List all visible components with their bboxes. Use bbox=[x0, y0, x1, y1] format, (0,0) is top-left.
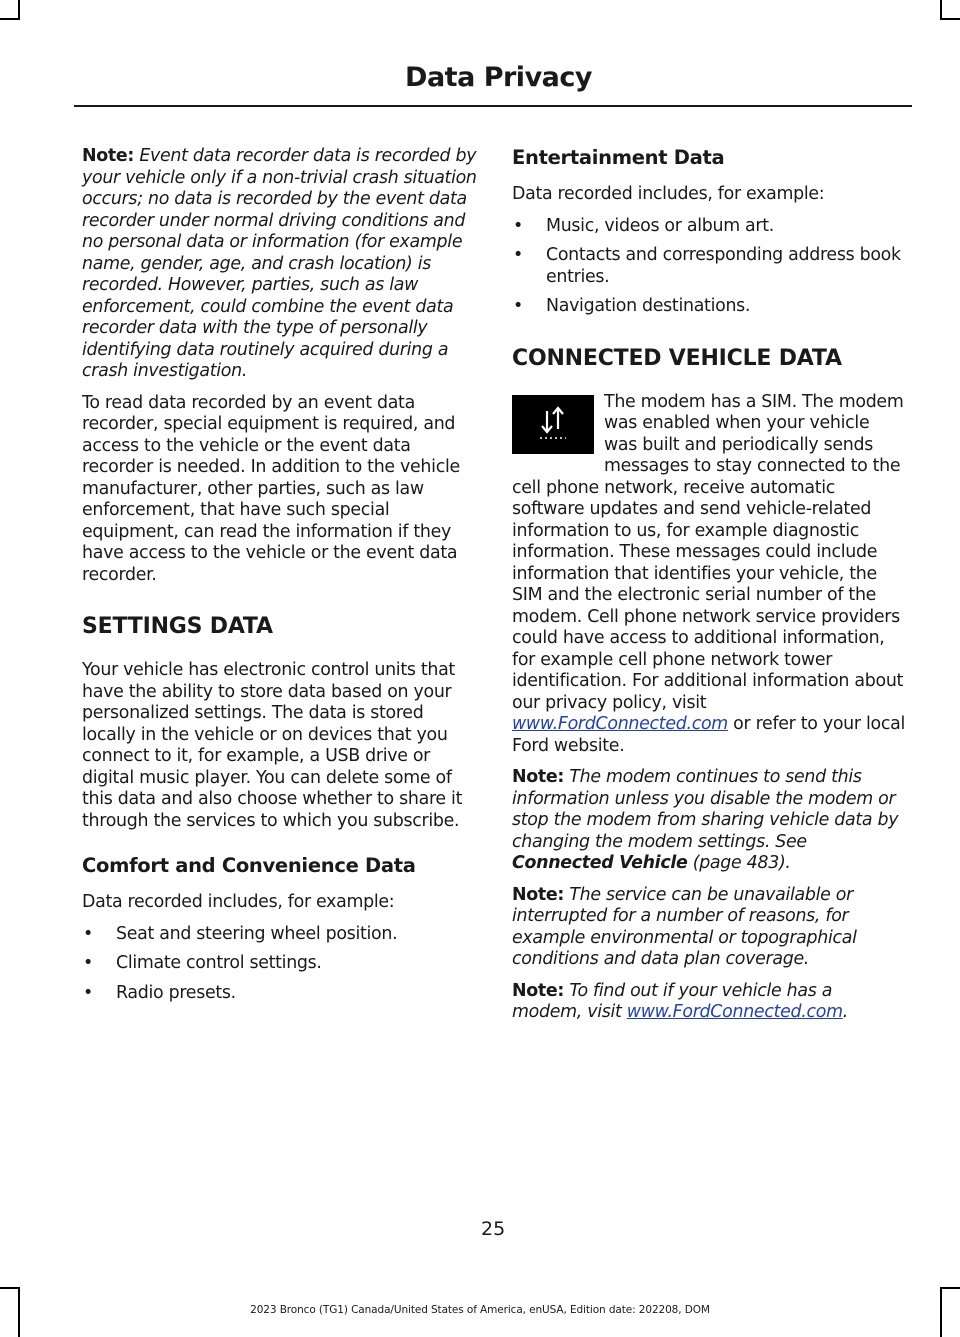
note-text: Event data recorder data is recorded by your vehicle only if a non-trivial crash situation occurs; no data is recorded by the event data recorder under normal driving conditions and no personal data or information (for example name, gender, age, and crash location) is recorded. However, parties, such as law enforcement, could combine the event data recorder data with the type of personally identifying data routinely acquired during a crash investigation. bbox=[82, 146, 477, 381]
connected-section bbox=[512, 392, 907, 758]
connected-text-a: The modem has a SIM. The modem was enabled when your vehicle was built and periodically sends messages to stay connected to the cell phone network, receive automatic software updates and send vehicle-related information to us, for example diagnostic information. These messages could include information that identifies your vehicle, the SIM and the electronic serial number of the modem. Cell phone network service providers could have access to additional information, for example cell phone network tower identification. For additional information about our privacy policy, visit bbox=[512, 391, 904, 713]
crop-mark bbox=[940, 18, 960, 20]
list-item-text: Music, videos or album art. bbox=[546, 215, 775, 236]
heading-entertainment-data: Entertainment Data bbox=[512, 146, 725, 169]
comfort-list bbox=[82, 924, 477, 1005]
list-item-text: Climate control settings. bbox=[116, 953, 322, 973]
crop-mark bbox=[940, 0, 942, 20]
connected-text-b: or refer to your local Ford website. bbox=[512, 714, 905, 756]
entertainment-list bbox=[512, 216, 907, 318]
note-text: The service can be unavailable or interrupted for a number of reasons, for example environmental or topographical conditions and data plan coverage. bbox=[512, 884, 857, 969]
note-text: To find out if your vehicle has a modem, visit bbox=[512, 980, 833, 1022]
paragraph-comfort-intro: Data recorded includes, for example: bbox=[82, 892, 395, 912]
paragraph-settings: Your vehicle has electronic control units that have the ability to store data based on your personalized settings. The data is stored locally in the vehicle or on devices that you connect to it, for example, a USB drive or digital music player. You can delete some of this data and also choose whether to share it through the services to which you subscribe. bbox=[82, 660, 463, 831]
header-rule bbox=[74, 105, 912, 107]
heading-connected-vehicle-data: CONNECTED VEHICLE DATA bbox=[512, 345, 842, 371]
bullet: • bbox=[83, 923, 93, 944]
heading-settings-data: SETTINGS DATA bbox=[82, 614, 273, 639]
note-service-unavailable bbox=[512, 885, 907, 971]
list-item bbox=[512, 245, 907, 288]
bullet: • bbox=[83, 953, 93, 973]
note-label: Note: bbox=[512, 980, 565, 1001]
note-text: The modem continues to send this information unless you disable the modem or stop the modem from sharing vehicle data by changing the modem settings. See bbox=[512, 767, 899, 852]
crop-mark bbox=[0, 1287, 20, 1289]
ford-connected-link[interactable]: www.FordConnected.com bbox=[512, 714, 728, 734]
list-item-text: Contacts and corresponding address book entries. bbox=[546, 245, 901, 287]
modem-arrows-icon bbox=[538, 405, 568, 443]
note-find-modem bbox=[512, 981, 907, 1024]
bullet: • bbox=[513, 296, 523, 316]
heading-comfort-data: Comfort and Convenience Data bbox=[82, 854, 416, 877]
list-item bbox=[512, 296, 907, 318]
modem-signal-icon bbox=[512, 395, 594, 454]
left-column bbox=[82, 146, 477, 1012]
note-label: Note: bbox=[512, 767, 565, 787]
bullet: • bbox=[513, 215, 523, 236]
note-modem-continues bbox=[512, 767, 907, 875]
list-item-text: Radio presets. bbox=[116, 982, 236, 1003]
note-event-data bbox=[82, 146, 477, 383]
crop-mark bbox=[940, 1287, 960, 1289]
connected-vehicle-reference[interactable]: Connected Vehicle bbox=[512, 853, 688, 873]
paragraph-entertainment-intro: Data recorded includes, for example: bbox=[512, 184, 825, 204]
list-item-text: Seat and steering wheel position. bbox=[116, 923, 398, 944]
list-item bbox=[512, 216, 907, 238]
paragraph-event-recorder: To read data recorded by an event data recorder, special equipment is required, and access to the vehicle or the event data recorder is needed. In addition to the vehicle manufacturer, other parties, such as law enforcement, that have such special equipment, can read the information if they have access to the vehicle or the event data recorder. bbox=[82, 392, 460, 585]
right-column bbox=[512, 146, 907, 1034]
ford-connected-link[interactable]: www.FordConnected.com bbox=[626, 1002, 843, 1022]
note-label: Note: bbox=[512, 884, 565, 905]
page-title: Data Privacy bbox=[405, 62, 592, 93]
list-item bbox=[82, 953, 477, 975]
page-number: 25 bbox=[481, 1218, 506, 1240]
bullet: • bbox=[513, 245, 523, 265]
crop-mark bbox=[0, 18, 20, 20]
note-label: Note: bbox=[82, 146, 135, 166]
crop-mark bbox=[18, 0, 20, 20]
list-item bbox=[82, 924, 477, 946]
list-item bbox=[82, 983, 477, 1005]
note-end: . bbox=[842, 1002, 848, 1022]
list-item-text: Navigation destinations. bbox=[546, 296, 751, 316]
bullet: • bbox=[83, 982, 93, 1003]
page-reference: (page 483). bbox=[687, 853, 791, 873]
footer-edition: 2023 Bronco (TG1) Canada/United States of America, enUSA, Edition date: 202208, DOM bbox=[250, 1304, 710, 1316]
